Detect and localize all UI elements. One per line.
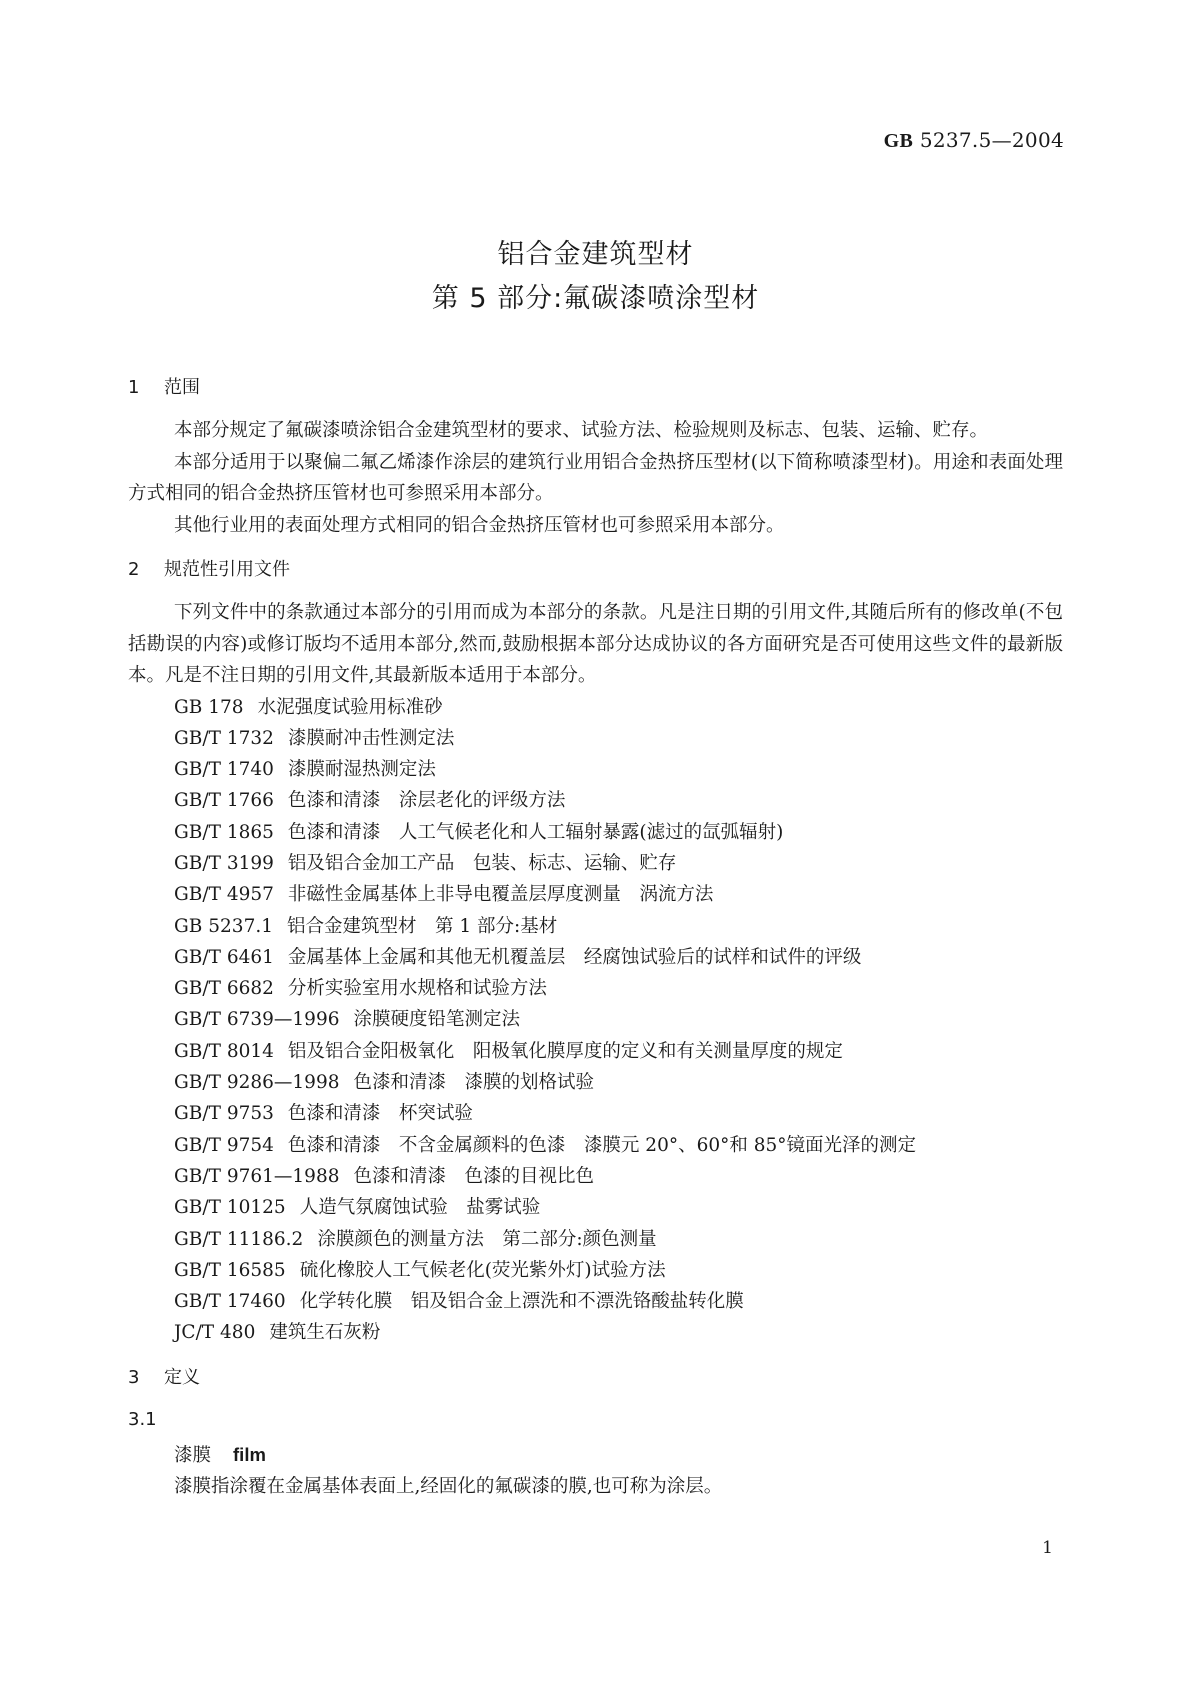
reference-title: 分析实验室用水规格和试验方法 [287,978,547,1000]
term-definition: 漆膜指涂覆在金属基体表面上,经固化的氟碳漆的膜,也可称为涂层。 [174,1475,723,1497]
reference-title: 色漆和清漆 人工气候老化和人工辐射暴露(滤过的氙弧辐射) [287,821,784,843]
reference-title: 色漆和清漆 色漆的目视比色 [353,1165,595,1187]
section-title: 范围 [164,377,200,398]
reference-item [128,1224,1063,1255]
reference-code: GB/T 6461 [174,946,274,968]
paragraph: 其他行业用的表面处理方式相同的铝合金热挤压管材也可参照采用本部分。 [174,514,785,536]
reference-title: 色漆和清漆 漆膜的划格试验 [353,1072,595,1094]
section-title: 定义 [164,1366,200,1388]
paragraph: 下列文件中的条款通过本部分的引用而成为本部分的条款。凡是注日期的引用文件,其随后所有的修改单(不包括勘误的内容)或修订版均不适用本部分,然而,鼓励根据本部分达成协议的各方面研究是否可使用这些文件的最新版本。凡是不注日期的引用文件,其最新版本适用于本部分。 [128,602,1063,686]
reference-item [128,692,1063,723]
section-heading-definitions [128,1363,1063,1393]
reference-code: GB/T 17460 [174,1291,286,1313]
reference-title: 人造气氛腐蚀试验 盐雾试验 [299,1197,541,1219]
document-subtitle: 第 5 部分:氟碳漆喷涂型材 [431,283,760,314]
reference-code: GB/T 6682 [174,978,274,1000]
reference-code: GB/T 6739—1996 [174,1009,340,1031]
reference-code: GB/T 9754 [174,1134,274,1156]
reference-item [128,1317,1063,1348]
reference-item [128,817,1063,848]
reference-title: 色漆和清漆 杯突试验 [287,1103,473,1125]
reference-title: 铝及铝合金加工产品 包装、标志、运输、贮存 [287,852,677,874]
reference-title: 漆膜耐湿热测定法 [287,759,436,781]
section-number: 2 [128,559,140,580]
reference-title: 涂膜硬度铅笔测定法 [353,1009,521,1031]
reference-list [128,692,1063,1349]
reference-item [128,1255,1063,1286]
reference-title: 涂膜颜色的测量方法 第二部分:颜色测量 [317,1228,657,1250]
reference-item [128,1004,1063,1035]
reference-code: GB/T 9286—1998 [174,1072,340,1094]
reference-title: 建筑生石灰粉 [269,1322,381,1344]
standard-code-prefix: GB [883,130,914,152]
reference-item [128,1130,1063,1161]
reference-code: GB/T 11186.2 [174,1228,304,1250]
page-number: 1 [1042,1538,1053,1558]
document-title: 铝合金建筑型材 [497,239,694,270]
standard-code [884,128,1064,153]
reference-item [128,754,1063,785]
reference-code: GB/T 1732 [174,727,274,749]
reference-title: 色漆和清漆 涂层老化的评级方法 [287,790,566,812]
section-number: 1 [128,377,140,398]
reference-code: GB/T 1740 [174,759,274,781]
section-number: 3 [128,1366,140,1388]
paragraph: 本部分适用于以聚偏二氟乙烯漆作涂层的建筑行业用铝合金热挤压型材(以下简称喷漆型材)。用途和表面处理方式相同的铝合金热挤压管材也可参照采用本部分。 [128,451,1063,504]
section-heading-scope [128,373,1063,403]
reference-title: 漆膜耐冲击性测定法 [287,727,455,749]
reference-item [128,1192,1063,1223]
term-entry [128,1439,1063,1471]
paragraph: 本部分规定了氟碳漆喷涂铝合金建筑型材的要求、试验方法、检验规则及标志、包装、运输、贮存。 [174,420,989,441]
reference-item [128,879,1063,910]
reference-item [128,1286,1063,1317]
reference-item [128,1098,1063,1129]
reference-item [128,1161,1063,1192]
reference-code: GB/T 4957 [174,884,274,906]
reference-item [128,942,1063,973]
reference-code: GB/T 3199 [174,852,274,874]
reference-code: GB/T 1865 [174,821,274,843]
reference-code: GB/T 10125 [174,1197,286,1219]
reference-title: 非磁性金属基体上非导电覆盖层厚度测量 涡流方法 [287,884,714,906]
reference-code: GB/T 8014 [174,1040,274,1062]
reference-title: 金属基体上金属和其他无机覆盖层 经腐蚀试验后的试样和试件的评级 [287,946,862,968]
reference-item [128,973,1063,1004]
reference-title: 水泥强度试验用标准砂 [257,696,443,718]
term-chinese: 漆膜 [174,1444,212,1466]
reference-code: JC/T 480 [174,1322,256,1344]
reference-item [128,785,1063,816]
term-english: film [233,1443,266,1465]
reference-code: GB/T 9753 [174,1103,274,1125]
reference-code: GB/T 1766 [174,790,274,812]
reference-item [128,848,1063,879]
reference-title: 色漆和清漆 不含金属颜料的色漆 漆膜元 20°、60°和 85°镜面光泽的测定 [287,1134,917,1156]
reference-item [128,1036,1063,1067]
reference-title: 铝及铝合金阳极氧化 阳极氧化膜厚度的定义和有关测量厚度的规定 [287,1040,843,1062]
reference-item [128,1067,1063,1098]
reference-title: 化学转化膜 铝及铝合金上漂洗和不漂洗铬酸盐转化膜 [299,1291,744,1313]
clause-number: 3.1 [128,1408,157,1430]
reference-code: GB 5237.1 [174,915,273,937]
standard-code-number: 5237.5—2004 [919,128,1064,152]
document-body [128,373,1063,1502]
reference-code: GB/T 9761—1988 [174,1165,340,1187]
reference-code: GB 178 [174,696,244,718]
reference-item [128,723,1063,754]
section-title: 规范性引用文件 [164,559,290,580]
reference-title: 铝合金建筑型材 第 1 部分:基材 [287,915,558,937]
reference-title: 硫化橡胶人工气候老化(荧光紫外灯)试验方法 [299,1259,666,1281]
section-heading-normative-references [128,555,1063,585]
reference-item [128,911,1063,942]
reference-code: GB/T 16585 [174,1259,286,1281]
